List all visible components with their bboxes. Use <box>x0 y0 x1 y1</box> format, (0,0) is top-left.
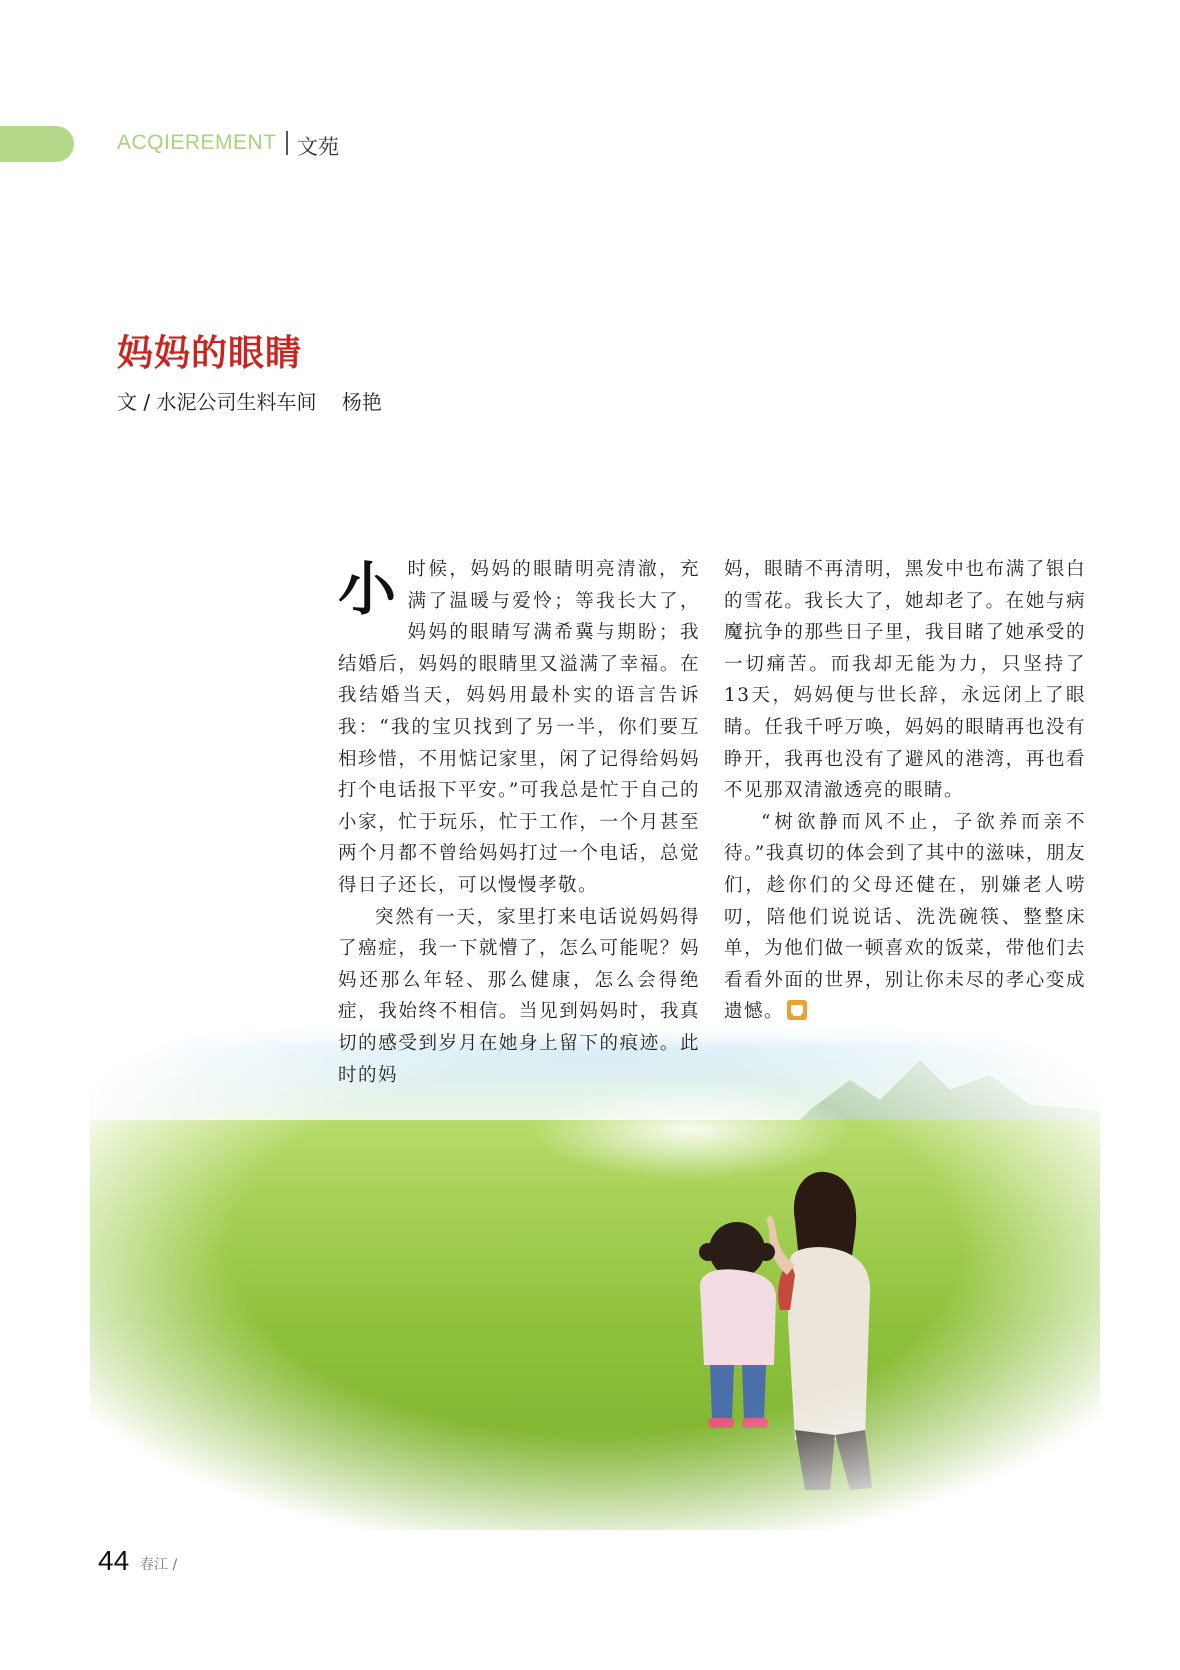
paragraph-text: “树欲静而风不止，子欲养而亲不待。”我真切的体会到了其中的滋味，朋友们，趁你们的父母还健在，别嫌老人唠叨，陪他们说说话、洗洗碗筷、整整床单，为他们做一顿喜欢的饭菜，带他们去看看外面的世界，别让你未尽的孝心变成遗憾。 <box>724 811 1086 1023</box>
section-divider <box>286 131 288 155</box>
section-tab <box>0 126 74 162</box>
magazine-name: 春江 / <box>140 1557 178 1573</box>
section-label-cn: 文苑 <box>297 135 339 159</box>
article-title: 妈妈的眼睛 <box>117 333 303 374</box>
page-number: 44 <box>98 1545 130 1576</box>
end-mark-icon <box>787 1000 807 1020</box>
article-paragraph <box>338 554 700 902</box>
drop-cap: 小 <box>338 555 398 623</box>
article-column-left <box>338 554 700 1091</box>
article-paragraph <box>724 807 1086 1028</box>
article-column-right <box>724 554 1086 1028</box>
article-paragraph: 妈，眼睛不再清明，黑发中也布满了银白的雪花。我长大了，她却老了。在她与病魔抗争的那些日子里，我目睹了她承受的一切痛苦。而我却无能为力，只坚持了13天，妈妈便与世长辞，永远闭上了眼睛。任我千呼万唤，妈妈的眼睛再也没有睁开，我再也没有了避风的港湾，再也看不见那双清澈透亮的眼睛。 <box>724 559 1086 802</box>
mother-child-meadow-illustration <box>90 1020 1100 1530</box>
article-paragraph: 突然有一天，家里打来电话说妈妈得了癌症，我一下就懵了，怎么可能呢？妈妈还那么年轻、那么健康，怎么会得绝症，我始终不相信。当见到妈妈时，我真切的感受到岁月在她身上留下的痕迹。此时的妈 <box>338 906 700 1086</box>
paragraph-text: 时候，妈妈的眼睛明亮清澈，充满了温暖与爱怜；等我长大了，妈妈的眼睛写满希冀与期盼；我结婚后，妈妈的眼睛里又溢满了幸福。在我结婚当天，妈妈用最朴实的语言告诉我：“我的宝贝找到了另一半，你们要互相珍惜，不用惦记家里，闲了记得给妈妈打个电话报下平安。”可我总是忙于自己的小家，忙于玩乐，忙于工作，一个月甚至两个月都不曾给妈妈打过一个电话，总觉得日子还长，可以慢慢孝敬。 <box>338 559 700 896</box>
article-byline: 文 / 水泥公司生料车间 杨艳 <box>117 390 382 414</box>
section-label-en: ACQIEREMENT <box>117 131 277 154</box>
